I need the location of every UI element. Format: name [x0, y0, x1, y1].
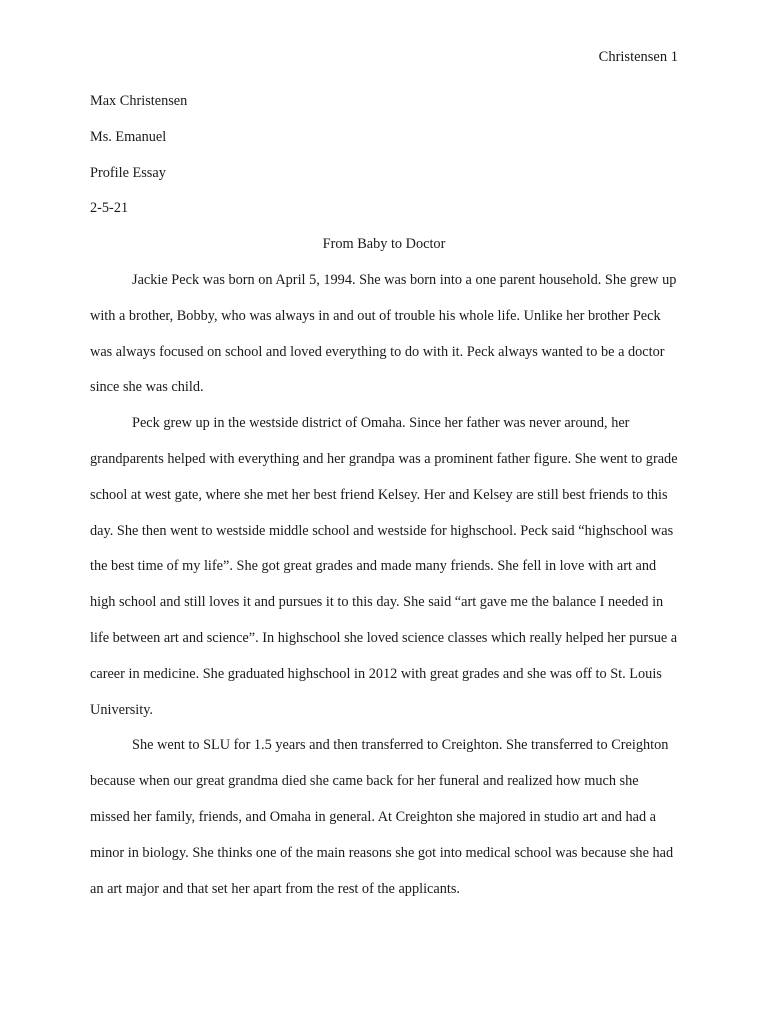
paragraph-2: Peck grew up in the westside district of Omaha. Since her father was never around, her grandparents helped with everything and her grandpa was a prominent father figure. She went to grade school at west gate, where she met her best friend Kelsey. Her and Kelsey are still best friends to this day. She then went to westside middle school and westside for highschool. Peck said “highschool was the best time of my life”. She got great grades and made many friends. She fell in love with art and high school and still loves it and pursues it to this day. She said “art gave me the balance I needed in life between art and science”. In highschool she loved science classes which really helped her pursue a career in medicine. She graduated highschool in 2012 with great grades and she was off to St. Louis University. — [90, 415, 678, 718]
running-header: Christensen 1 — [598, 49, 678, 65]
essay-title: From Baby to Doctor — [322, 236, 446, 253]
paragraph-1: Jackie Peck was born on April 5, 1994. She was born into a one parent household. She grew up with a brother, Bobby, who was always in and out of trouble his whole life. Unlike her brother Peck was always focused on school and loved everything to do with it. Peck always wanted to be a doctor since she was child. — [90, 271, 677, 396]
course-name: Profile Essay — [90, 164, 166, 181]
instructor-name: Ms. Emanuel — [90, 128, 167, 145]
essay-date: 2-5-21 — [90, 200, 129, 217]
paragraph-3: She went to SLU for 1.5 years and then transferred to Creighton. She transferred to Creighton because when our great grandma died she came back for her funeral and realized how much she missed her family, friends, and Omaha in general. At Creighton she majored in studio art and had a minor in biology. She thinks one of the main reasons she got into medical school was because she had an art major and that set her apart from the rest of the applicants. — [90, 737, 674, 897]
author-name: Max Christensen — [90, 93, 188, 109]
essay-body — [90, 84, 678, 907]
